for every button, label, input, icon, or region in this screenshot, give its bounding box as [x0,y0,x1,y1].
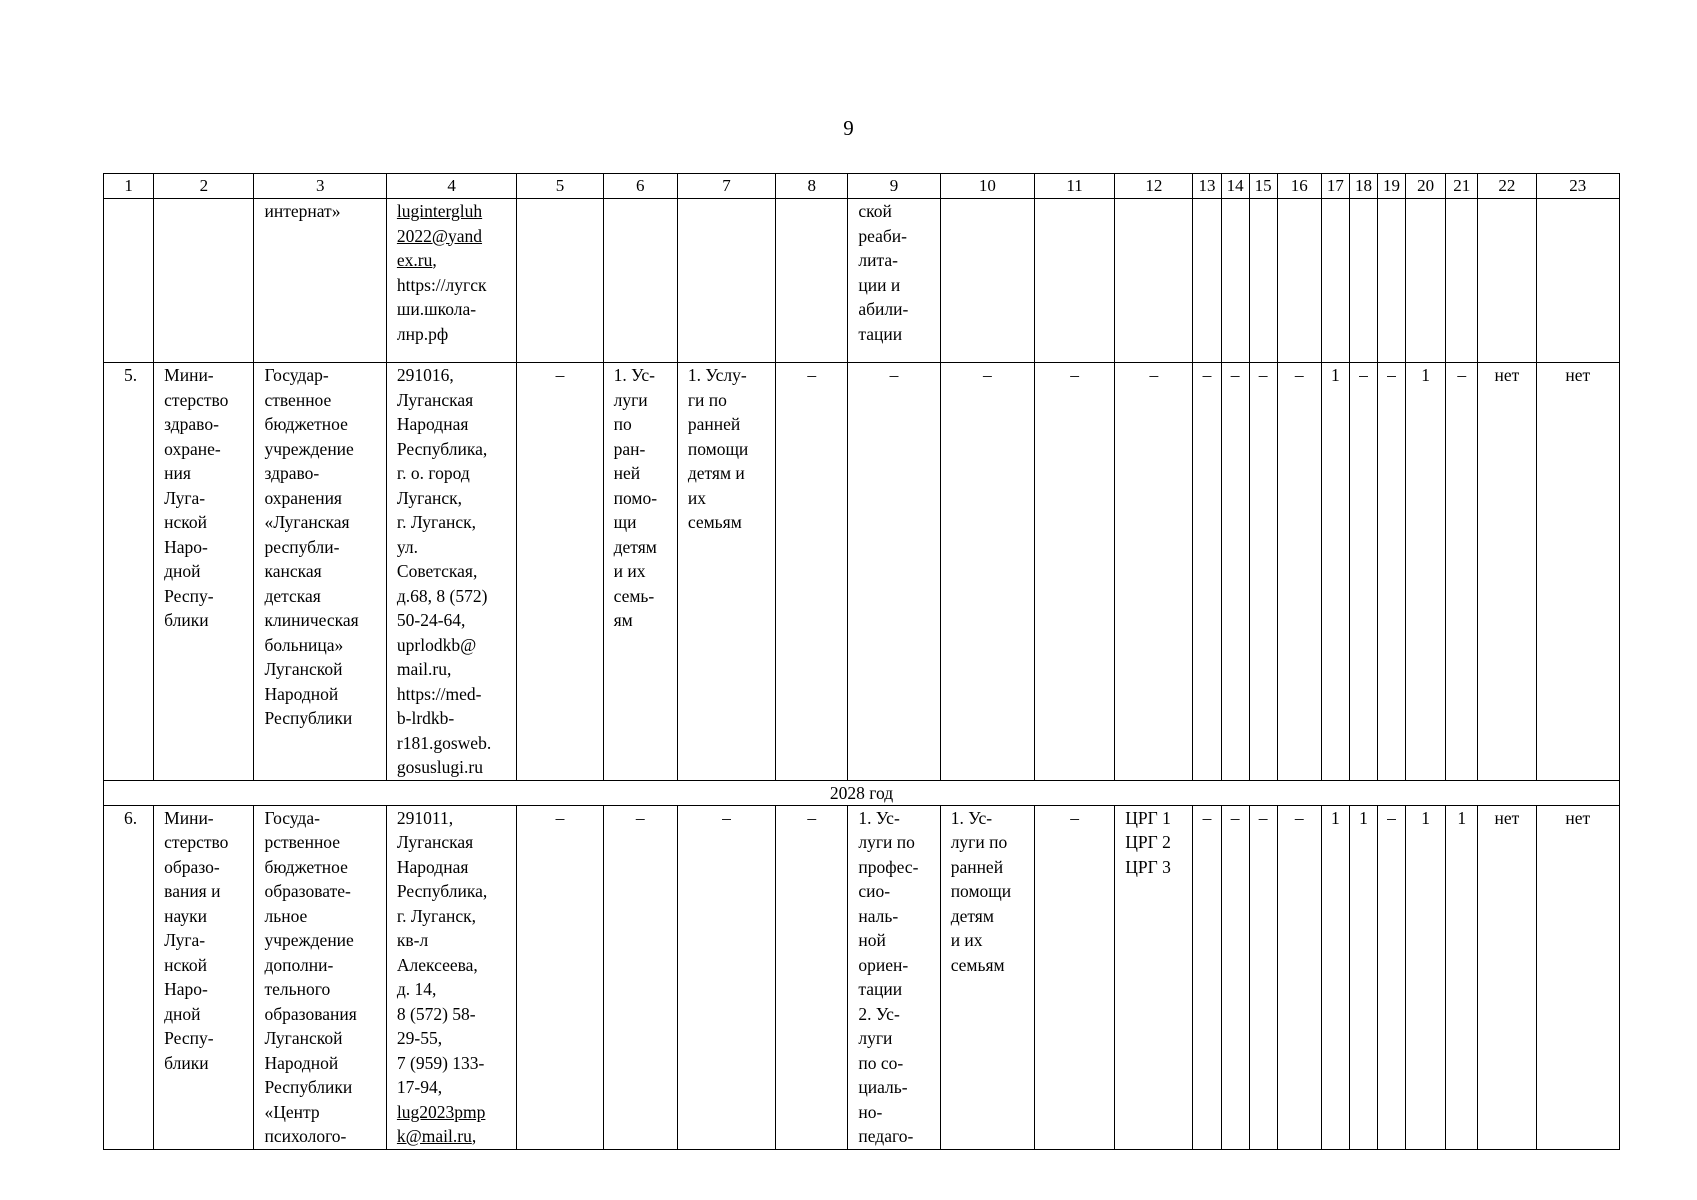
cell-value: нет [1494,365,1520,385]
email-link[interactable]: lug2023pmp k@mail.ru [396,1101,486,1146]
table-row-5 [104,363,1620,781]
col-number: 9 [848,174,940,199]
address-rest: , https://лугск ши.школа- лнр.рф [396,250,487,344]
cell-value: 1 [1421,365,1431,385]
cell-value: – [1387,365,1396,385]
year-label: 2028 год [104,780,1620,805]
cell-value: – [1387,807,1396,828]
cell-institution: интернат» [264,201,341,221]
col-number: 2 [154,174,254,199]
cell-value: – [1070,807,1079,828]
col-number: 11 [1034,174,1114,199]
table-row-6 [104,805,1620,1149]
cell-value: нет [1494,807,1520,828]
col-number: 1 [104,174,154,199]
col-number: 8 [776,174,848,199]
row-number: 5. [124,365,138,385]
col-number: 13 [1193,174,1221,199]
cell-value: – [1202,807,1212,828]
cell-value: – [722,807,731,828]
cell-value: 1 [1331,365,1340,385]
col-number: 20 [1406,174,1446,199]
col-number: 23 [1536,174,1620,199]
cell-value: – [1457,365,1467,385]
address-main: 291011, Луганская Народная Республика, г. Луганск, кв-л Алексеева, д. 14, 8 (572) 58- 29-55, 7 (959) 133- 17-94, [396,807,488,1097]
email-link[interactable]: lugintergluh 2022@yand ex.ru [396,201,483,270]
cell-ministry: Мини- стерство здраво- охране- ния Луга- нской Наро- дной Респу- блики [164,365,229,630]
col-number: 14 [1221,174,1249,199]
cell-institution: Государ- ственное бюджетное учреждение здраво- охранения «Луганская республи- канская детская клиническая больница» Луганской Народной Республики [264,365,359,728]
cell-services: ской реаби- лита- ции и абили- тации [858,201,909,344]
cell-value: – [1230,807,1240,828]
cell-services: 1. Ус- луги по ран- ней помо- щи детям и их семь- ям [613,365,658,630]
col-number: 22 [1478,174,1536,199]
col-number: 7 [677,174,775,199]
cell-value: 1 [1457,807,1467,828]
cell-value: нет [1565,807,1591,828]
col-number: 3 [254,174,386,199]
col-number: 19 [1378,174,1406,199]
cell-value: – [807,365,817,385]
column-number-row [104,174,1620,199]
col-number: 21 [1446,174,1478,199]
col-number: 12 [1115,174,1193,199]
col-number: 15 [1249,174,1277,199]
cell-value: нет [1565,365,1591,385]
cell-value: – [1070,365,1079,385]
col-number: 6 [603,174,677,199]
year-row [104,780,1620,805]
cell-value: – [1230,365,1240,385]
cell-value: – [1258,807,1268,828]
page-number: 9 [843,116,854,140]
cell-value: – [555,807,565,828]
cell-value: – [635,807,645,828]
cell-services: 1. Ус- луги по профес- сио- наль- ной ориен- тации 2. Ус- луги по со- циаль- но- педаго- [858,807,919,1146]
cell-address [387,806,516,1149]
col-number: 17 [1321,174,1349,199]
cell-value: – [555,365,565,385]
cell-groups: ЦРГ 1 ЦРГ 2 ЦРГ 3 [1125,807,1171,877]
col-number: 16 [1277,174,1321,199]
cell-value: – [982,365,992,385]
cell-value: 1 [1421,807,1431,828]
col-number: 18 [1349,174,1377,199]
cell-institution: Госуда- рственное бюджетное образовате- льное учреждение дополни- тельного образования Луганской Народной Республики «Центр психолого- [264,807,357,1146]
cell-value: – [1294,365,1304,385]
col-number: 4 [386,174,516,199]
cell-value: – [1202,365,1212,385]
cell-address: 291016, Луганская Народная Республика, г. о. город Луганск, г. Луганск, ул. Советская, д.68, 8 (572) 50-24-64, uprlodkb@ mail.ru, https://med- b-lrdkb- r181.gosweb. gosuslugi.ru [396,365,492,777]
row-number: 6. [124,807,138,828]
col-number: 5 [517,174,603,199]
cell-value: – [889,365,899,385]
cell-services: 1. Ус- луги по ранней помощи детям и их семьям [950,807,1012,975]
cell-value: – [807,807,817,828]
document-table [103,173,1620,1150]
address-tail: , [471,1126,477,1146]
cell-value: 1 [1359,807,1368,828]
cell-address [387,199,516,346]
cell-value: 1 [1331,807,1340,828]
cell-services: 1. Услу- ги по ранней помощи детям и их семьям [687,365,749,532]
cell-value: – [1149,365,1159,385]
cell-value: – [1359,365,1368,385]
col-number: 10 [940,174,1034,199]
table-row-continued [104,199,1620,363]
cell-value: – [1294,807,1304,828]
cell-value: – [1258,365,1268,385]
cell-ministry: Мини- стерство образо- вания и науки Луга- нской Наро- дной Респу- блики [164,807,229,1073]
